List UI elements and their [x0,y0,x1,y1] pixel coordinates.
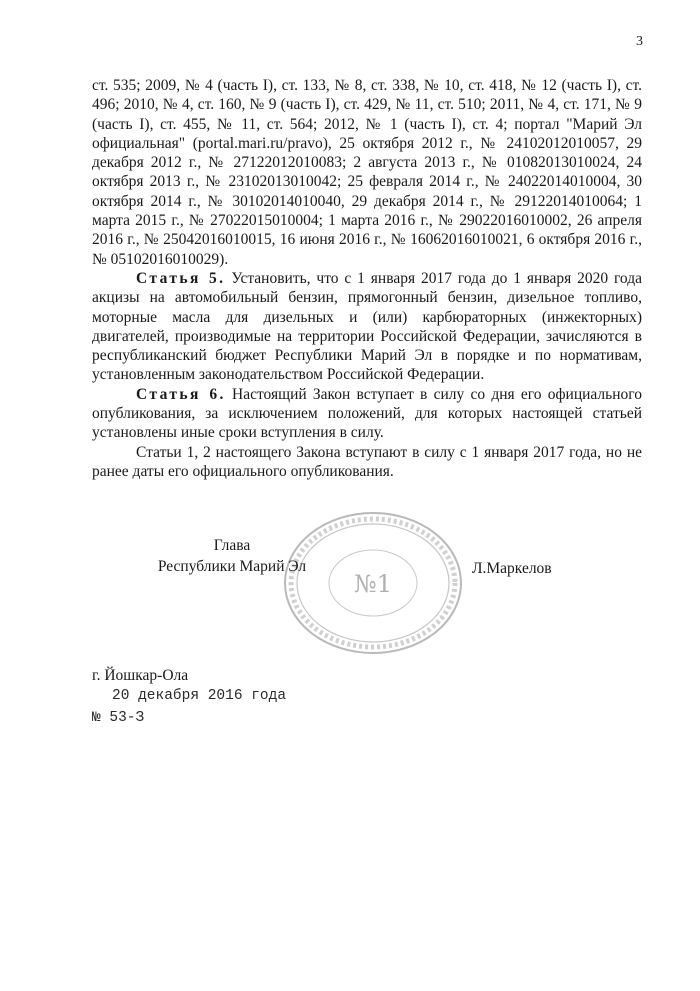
article-5-text: Установить, что с 1 января 2017 года до 1 января 2020 года акцизы на автомобильный бензин, прямогонный бензин, дизельное топливо, моторные масла для дизельных и (или) карбюраторных (инжекторных) двигателей, производимые на территории Российской Федерации, зачисляются в республиканский бюджет Республики Марий Эл в порядке и по нормативам, установленным законодательством Российской Федерации. [92,269,642,384]
paragraph-entry-into-force: Статьи 1, 2 настоящего Закона вступают в силу с 1 января 2017 года, но не ранее даты его официального опубликования. [92,443,642,480]
document-body [92,76,642,481]
article-6-heading: Статья 6. [136,385,226,403]
article-6-text: Настоящий Закон вступает в силу со дня его официального опубликования, за исключением положений, для которых настоящей статьей установлены иные сроки вступления в силу. [92,385,642,442]
place-of-signing: г. Йошкар-Ола [92,667,189,684]
article-5-heading: Статья 5. [136,269,226,287]
law-number: № 53-З [92,710,145,726]
paragraph-sources: ст. 535; 2009, № 4 (часть I), ст. 133, № 8, ст. 338, № 10, ст. 418, № 12 (часть I), ст. 496; 2010, № 4, ст. 160, № 9 (часть I), ст. 429, № 11, ст. 510; 2011, № 4, ст. 171, № 9 (часть I), ст. 455, № 11, ст. 564; 2012, № 1 (часть I), ст. 4; портал "Марий Эл официальная" (portal.mari.ru/pravo), 25 октября 2012 г., № 24102012010057, 29 декабря 2012 г., № 27122012010083; 2 августа 2013 г., № 01082013010024, 24 октября 2013 г., № 23102013010042; 25 февраля 2014 г., № 24022014010004, 30 октября 2014 г., № 30102014010040, 29 декабря 2014 г., № 29122014010064; 1 марта 2015 г., № 27022015010004; 1 марта 2016 г., № 29022016010002, 26 апреля 2016 г., № 25042016010015, 16 июня 2016 г., № 16062016010021, 6 октября 2016 г., № 05102016010029). [92,77,642,268]
paragraph-article-6 [92,385,642,443]
paragraph-article-5 [92,269,642,385]
official-seal-icon [278,508,468,658]
signature-title-line-1: Глава [213,537,251,554]
signature-title-line-2: Республики Марий Эл [157,558,307,575]
page-number: 3 [636,34,643,49]
seal-number: №1 [354,570,392,598]
signing-date: 20 декабря 2016 года [112,688,287,704]
signature-title [152,535,312,577]
signatory-name: Л.Маркелов [472,560,552,577]
